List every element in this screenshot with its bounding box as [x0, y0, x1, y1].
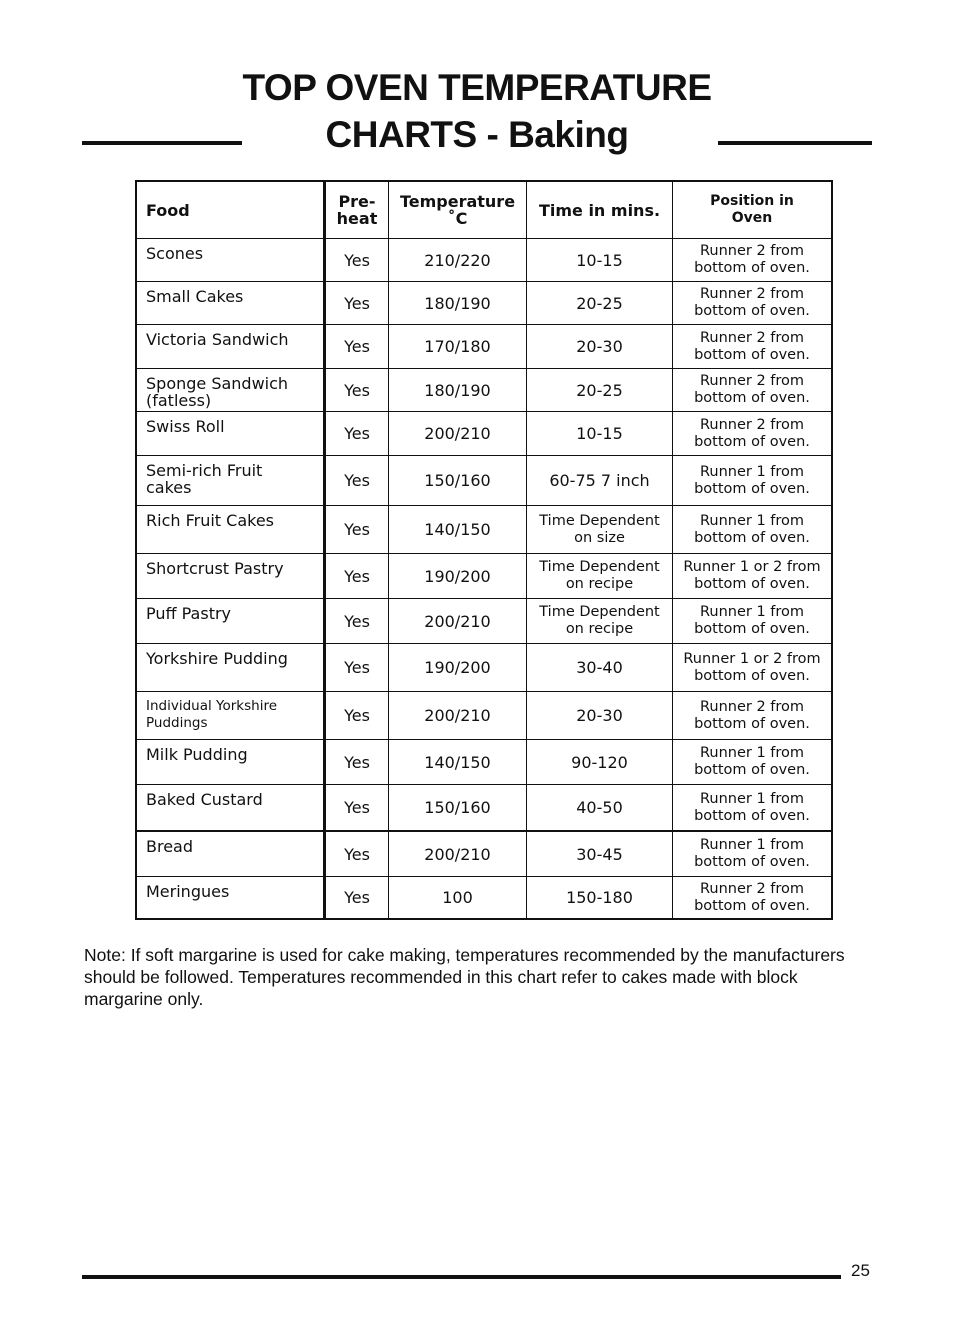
preheat-cell: Yes [323, 412, 388, 455]
preheat-cell: Yes [323, 456, 388, 505]
position-cell: Runner 2 from bottom of oven. [672, 325, 831, 368]
time-cell: 40-50 [526, 785, 672, 830]
food-cell: Milk Pudding [146, 745, 248, 764]
baking-temperature-table [135, 180, 833, 920]
preheat-cell: Yes [323, 506, 388, 553]
position-cell: Runner 1 from bottom of oven. [672, 456, 831, 505]
position-cell: Runner 1 or 2 from bottom of oven. [672, 554, 831, 598]
time-cell: 90-120 [526, 740, 672, 784]
food-cell: Small Cakes [146, 287, 244, 306]
food-cell: Individual Yorkshire Puddings [146, 698, 278, 731]
table-row [137, 553, 831, 598]
temperature-cell: 190/200 [388, 554, 526, 598]
temperature-cell: 150/160 [388, 456, 526, 505]
table-row [137, 505, 831, 553]
preheat-cell: Yes [323, 785, 388, 830]
time-cell: 20-30 [526, 692, 672, 739]
time-cell: Time Dependent on recipe [526, 599, 672, 643]
temperature-cell: 200/210 [388, 692, 526, 739]
table-row [137, 643, 831, 691]
table-row [137, 739, 831, 784]
time-cell: 20-25 [526, 282, 672, 324]
preheat-cell: Yes [323, 369, 388, 411]
preheat-cell: Yes [323, 692, 388, 739]
position-cell: Runner 1 from bottom of oven. [672, 599, 831, 643]
time-cell: 30-45 [526, 832, 672, 876]
position-cell: Runner 1 or 2 from bottom of oven. [672, 644, 831, 691]
table-row [137, 281, 831, 324]
position-cell: Runner 1 from bottom of oven. [672, 740, 831, 784]
temperature-cell: 180/190 [388, 282, 526, 324]
header-temperature: Temperature ˚C [388, 182, 526, 238]
temperature-cell: 200/210 [388, 599, 526, 643]
temperature-cell: 150/160 [388, 785, 526, 830]
preheat-cell: Yes [323, 282, 388, 324]
temperature-cell: 180/190 [388, 369, 526, 411]
food-cell: Victoria Sandwich [146, 330, 289, 349]
food-cell: Puff Pastry [146, 604, 232, 623]
temperature-cell: 200/210 [388, 412, 526, 455]
food-cell: Swiss Roll [146, 417, 225, 436]
table-row [137, 830, 831, 876]
preheat-cell: Yes [323, 599, 388, 643]
table-header-row [137, 182, 831, 238]
table-row [137, 784, 831, 830]
page-title-line-1: TOP OVEN TEMPERATURE [242, 67, 712, 108]
position-cell: Runner 1 from bottom of oven. [672, 506, 831, 553]
table-row [137, 411, 831, 455]
position-cell: Runner 2 from bottom of oven. [672, 412, 831, 455]
header-preheat: Pre- heat [323, 182, 388, 238]
table-row [137, 455, 831, 505]
food-cell: Shortcrust Pastry [146, 559, 284, 578]
page-number: 25 [851, 1261, 870, 1280]
food-cell: Baked Custard [146, 790, 263, 809]
header-time: Time in mins. [526, 182, 672, 238]
table-row [137, 876, 831, 918]
temperature-cell: 140/150 [388, 506, 526, 553]
food-cell: Meringues [146, 882, 230, 901]
time-cell: 60-75 7 inch [526, 456, 672, 505]
time-cell: 10-15 [526, 412, 672, 455]
header-position: Position in Oven [672, 182, 831, 238]
time-cell: Time Dependent on recipe [526, 554, 672, 598]
temperature-cell: 190/200 [388, 644, 526, 691]
food-cell: Bread [146, 837, 194, 856]
preheat-cell: Yes [323, 644, 388, 691]
table-row [137, 598, 831, 643]
footer-rule [82, 1275, 841, 1279]
preheat-cell: Yes [323, 740, 388, 784]
table-row [137, 691, 831, 739]
food-cell: Semi-rich Fruit cakes [146, 461, 263, 497]
position-cell: Runner 2 from bottom of oven. [672, 369, 831, 411]
preheat-cell: Yes [323, 832, 388, 876]
note-text: Note: If soft margarine is used for cake making, temperatures recommended by the manufacturers should be followed. Temperatures recommended in this chart refer to cakes made with block margarine only. [84, 945, 845, 1009]
food-cell: Rich Fruit Cakes [146, 511, 274, 530]
position-cell: Runner 1 from bottom of oven. [672, 785, 831, 830]
position-cell: Runner 2 from bottom of oven. [672, 239, 831, 281]
preheat-cell: Yes [323, 554, 388, 598]
temperature-cell: 200/210 [388, 832, 526, 876]
position-cell: Runner 2 from bottom of oven. [672, 877, 831, 918]
time-cell: 10-15 [526, 239, 672, 281]
position-cell: Runner 1 from bottom of oven. [672, 832, 831, 876]
temperature-cell: 170/180 [388, 325, 526, 368]
table-row [137, 238, 831, 281]
time-cell: 20-30 [526, 325, 672, 368]
temperature-cell: 210/220 [388, 239, 526, 281]
food-cell: Scones [146, 244, 204, 263]
temperature-cell: 140/150 [388, 740, 526, 784]
page-title-line-2: CHARTS - Baking [325, 114, 629, 155]
time-cell: Time Dependent on size [526, 506, 672, 553]
temperature-cell: 100 [388, 877, 526, 918]
food-cell: Yorkshire Pudding [146, 649, 288, 668]
preheat-cell: Yes [323, 877, 388, 918]
time-cell: 30-40 [526, 644, 672, 691]
position-cell: Runner 2 from bottom of oven. [672, 282, 831, 324]
time-cell: 20-25 [526, 369, 672, 411]
preheat-cell: Yes [323, 239, 388, 281]
position-cell: Runner 2 from bottom of oven. [672, 692, 831, 739]
table-row [137, 324, 831, 368]
preheat-cell: Yes [323, 325, 388, 368]
header-food: Food [146, 200, 190, 220]
food-cell: Sponge Sandwich (fatless) [146, 374, 289, 410]
table-row [137, 368, 831, 411]
time-cell: 150-180 [526, 877, 672, 918]
